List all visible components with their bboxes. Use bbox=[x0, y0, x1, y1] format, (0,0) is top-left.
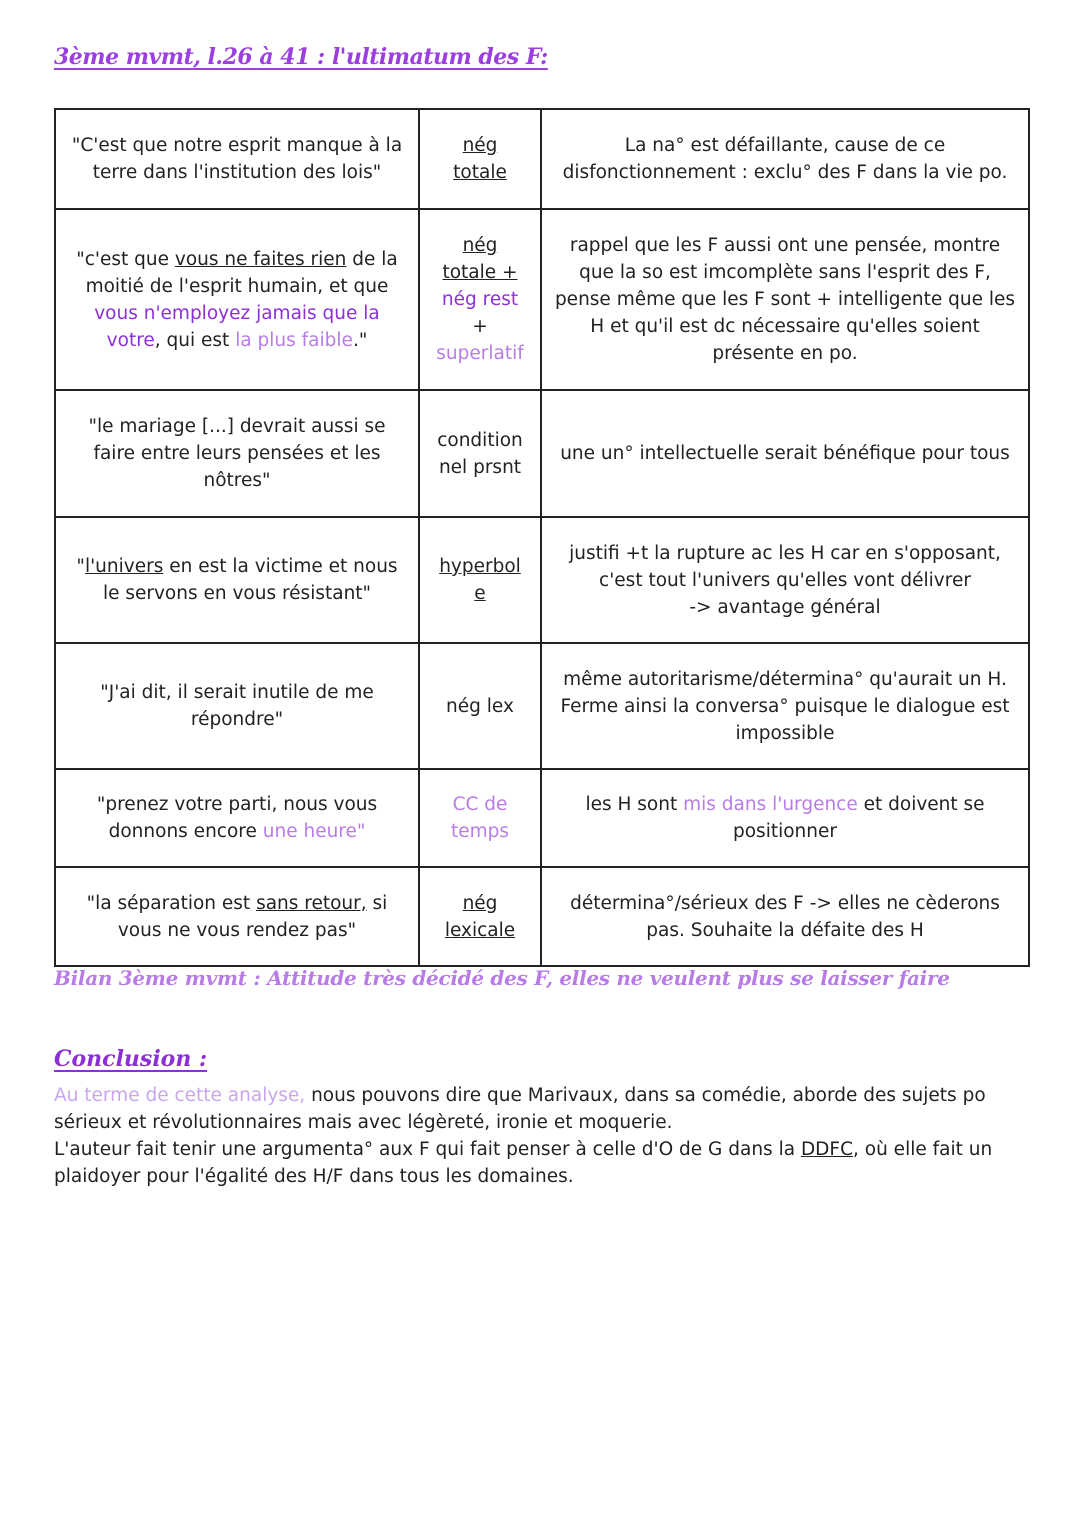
text-segment: "le mariage [...] devrait aussi se faire entre leurs pensées et les nôtres" bbox=[88, 416, 386, 491]
text-segment: rappel que les F aussi ont une pensée, montre que la so est imcomplète sans l'esprit des F, pense même que les F sont + intelligente que les H et qu'il est dc nécessaire qu'elles soient présente en po. bbox=[554, 235, 1016, 364]
device-cell bbox=[419, 517, 541, 643]
text-segment: totale bbox=[453, 162, 507, 183]
text-segment: hyperbol bbox=[439, 556, 521, 577]
quote-cell bbox=[55, 867, 419, 966]
text-segment: nég bbox=[462, 235, 498, 256]
text-segment: même autoritarisme/détermina° qu'aurait un H. Ferme ainsi la conversa° puisque le dialogue est impossible bbox=[560, 668, 1010, 744]
text-segment: l'univers bbox=[84, 556, 164, 577]
text-segment: vous n'employez jamais que la votre bbox=[94, 302, 380, 351]
text-segment: nég lex bbox=[446, 695, 514, 717]
device-cell bbox=[419, 867, 541, 966]
text-segment: détermina°/sérieux des F -> elles ne cèderons pas. Souhaite la défaite des H bbox=[570, 892, 1000, 941]
text-segment: lexicale bbox=[444, 919, 516, 941]
conclusion-text bbox=[54, 1082, 1034, 1190]
text-segment: " bbox=[76, 556, 85, 577]
table-row bbox=[55, 109, 1029, 209]
analysis-cell bbox=[541, 209, 1029, 390]
analysis-table-body bbox=[55, 109, 1029, 966]
conclusion-paragraph-2 bbox=[54, 1136, 1034, 1190]
device-cell bbox=[419, 769, 541, 867]
text-segment: totale + bbox=[442, 262, 518, 283]
quote-cell bbox=[55, 390, 419, 517]
text-segment: superlatif bbox=[436, 343, 524, 364]
conclusion-paragraph-1 bbox=[54, 1082, 1034, 1136]
device-cell bbox=[419, 109, 541, 209]
analysis-cell bbox=[541, 517, 1029, 643]
text-segment: ." bbox=[352, 329, 368, 351]
device-cell bbox=[419, 643, 541, 769]
quote-cell bbox=[55, 209, 419, 390]
text-segment: , qui est bbox=[154, 329, 236, 351]
text-segment: justifi +t la rupture ac les H car en s'opposant, c'est tout l'univers qu'elles vont délivrer bbox=[569, 542, 1001, 591]
text-segment: "prenez votre parti, nous vous donnons encore bbox=[96, 794, 378, 842]
text-segment: si vous ne vous rendez pas" bbox=[117, 892, 388, 941]
text-segment: de la moitié de l'esprit humain, et que bbox=[85, 248, 398, 297]
conclusion-p1-rest: nous pouvons dire que Marivaux, dans sa comédie, aborde des sujets po sérieux et révolutionnaires mais avec légèreté, ironie et moquerie. bbox=[54, 1085, 986, 1133]
bilan-line: Bilan 3ème mvmt : Attitude très décidé des F, elles ne veulent plus se laisser faire bbox=[54, 966, 950, 990]
text-segment: nég bbox=[462, 892, 498, 914]
text-segment: sans retour, bbox=[256, 892, 367, 914]
text-segment: mis dans l'urgence bbox=[683, 794, 858, 815]
text-segment: -> avantage général bbox=[689, 596, 881, 618]
text-segment: une un° intellectuelle serait bénéfique pour tous bbox=[560, 443, 1010, 464]
device-cell bbox=[419, 390, 541, 517]
text-segment: CC de temps bbox=[450, 794, 510, 842]
table-row bbox=[55, 517, 1029, 643]
text-segment: une heure" bbox=[262, 821, 366, 842]
analysis-cell bbox=[541, 867, 1029, 966]
analysis-table bbox=[54, 108, 1030, 967]
text-segment: e bbox=[474, 583, 486, 604]
table-row bbox=[55, 867, 1029, 966]
conclusion-intro: Au terme de cette analyse, bbox=[54, 1085, 306, 1106]
text-segment: La na° est défaillante, cause de ce disfonctionnement : exclu° des F dans la vie po. bbox=[562, 135, 1008, 183]
text-segment: la plus faible bbox=[235, 329, 353, 351]
text-segment: "c'est que bbox=[76, 248, 175, 270]
table-row bbox=[55, 209, 1029, 390]
analysis-cell bbox=[541, 769, 1029, 867]
ddfc-abbrev: DDFC bbox=[800, 1139, 853, 1160]
section-heading: 3ème mvmt, l.26 à 41 : l'ultimatum des F: bbox=[54, 44, 548, 70]
text-segment: nég bbox=[462, 135, 498, 156]
conclusion-p2-after: , où elle fait un plaidoyer pour l'égalité des H/F dans tous les domaines. bbox=[54, 1139, 993, 1187]
analysis-cell bbox=[541, 390, 1029, 517]
conclusion-title: Conclusion : bbox=[54, 1046, 208, 1072]
device-cell bbox=[419, 209, 541, 390]
quote-cell bbox=[55, 769, 419, 867]
text-segment: vous ne faites rien bbox=[174, 248, 347, 270]
table-row bbox=[55, 390, 1029, 517]
table-row bbox=[55, 769, 1029, 867]
text-segment: "C'est que notre esprit manque à la terre dans l'institution des lois" bbox=[71, 135, 403, 183]
text-segment: + bbox=[472, 316, 488, 337]
quote-cell bbox=[55, 109, 419, 209]
text-segment: nég rest bbox=[441, 289, 519, 310]
quote-cell bbox=[55, 643, 419, 769]
text-segment: "la séparation est bbox=[86, 892, 257, 914]
text-segment: condition nel prsnt bbox=[437, 429, 523, 478]
conclusion-p2-before: L'auteur fait tenir une argumenta° aux F qui fait penser à celle d'O de G dans la bbox=[54, 1139, 801, 1160]
text-segment: les H sont bbox=[585, 794, 684, 815]
text-segment: en est la victime et nous le servons en vous résistant" bbox=[102, 556, 398, 604]
analysis-cell bbox=[541, 109, 1029, 209]
text-segment: "J'ai dit, il serait inutile de me répondre" bbox=[100, 682, 374, 730]
analysis-cell bbox=[541, 643, 1029, 769]
table-row bbox=[55, 643, 1029, 769]
quote-cell bbox=[55, 517, 419, 643]
text-segment: et doivent se positionner bbox=[733, 794, 985, 842]
